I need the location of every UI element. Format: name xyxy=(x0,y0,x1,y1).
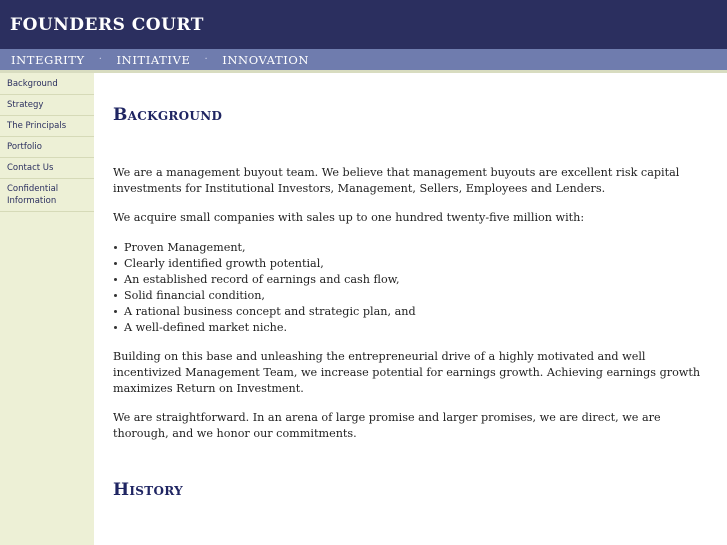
list-item: A rational business concept and strategic plan, and xyxy=(124,304,727,320)
sidebar-item-portfolio[interactable]: Portfolio xyxy=(0,137,94,158)
intro-paragraph: We are a management buyout team. We believe that management buyouts are excellent risk capital investments for Institutional Investors, Management, Sellers, Employees and Lenders. xyxy=(113,166,680,195)
tagline-integrity: INTEGRITY xyxy=(11,52,85,67)
list-item: An established record of earnings and cash flow, xyxy=(124,272,727,288)
list-item: Proven Management, xyxy=(124,240,727,256)
sidebar-item-background[interactable]: Background xyxy=(0,73,94,95)
sidebar-nav xyxy=(0,73,94,545)
list-item: Solid financial condition, xyxy=(124,288,727,304)
criteria-list xyxy=(113,240,727,336)
acquire-paragraph: We acquire small companies with sales up to one hundred twenty-five million with: xyxy=(113,211,585,224)
section-title-background: Background xyxy=(113,105,223,125)
list-item: Clearly identified growth potential, xyxy=(124,256,727,272)
list-item: A well-defined market niche. xyxy=(124,320,727,336)
building-paragraph: Building on this base and unleashing the entrepreneurial drive of a highly motivated and well incentivized Management Team, we increase potential for earnings growth. Achieving earnings growth maximizes Return on Investment. xyxy=(113,350,701,395)
sidebar-item-strategy[interactable]: Strategy xyxy=(0,95,94,116)
main-content xyxy=(94,73,727,545)
section-title-history: History xyxy=(113,480,183,500)
sidebar-item-confidential[interactable]: Confidential Information xyxy=(0,179,94,212)
sidebar-item-contact[interactable]: Contact Us xyxy=(0,158,94,179)
sidebar-item-principals[interactable]: The Principals xyxy=(0,116,94,137)
tagline-separator: · xyxy=(204,54,209,65)
tagline-separator: · xyxy=(98,54,103,65)
tagline-bar xyxy=(0,49,727,73)
tagline-initiative: INITIATIVE xyxy=(116,52,191,67)
brand-name[interactable]: FOUNDERS COURT xyxy=(10,14,204,35)
straightforward-paragraph: We are straightforward. In an arena of large promise and larger promises, we are direct, we are thorough, and we honor our commitments. xyxy=(113,411,661,440)
page-layout xyxy=(0,73,727,545)
tagline-innovation: INNOVATION xyxy=(222,52,310,67)
site-header xyxy=(0,0,727,49)
